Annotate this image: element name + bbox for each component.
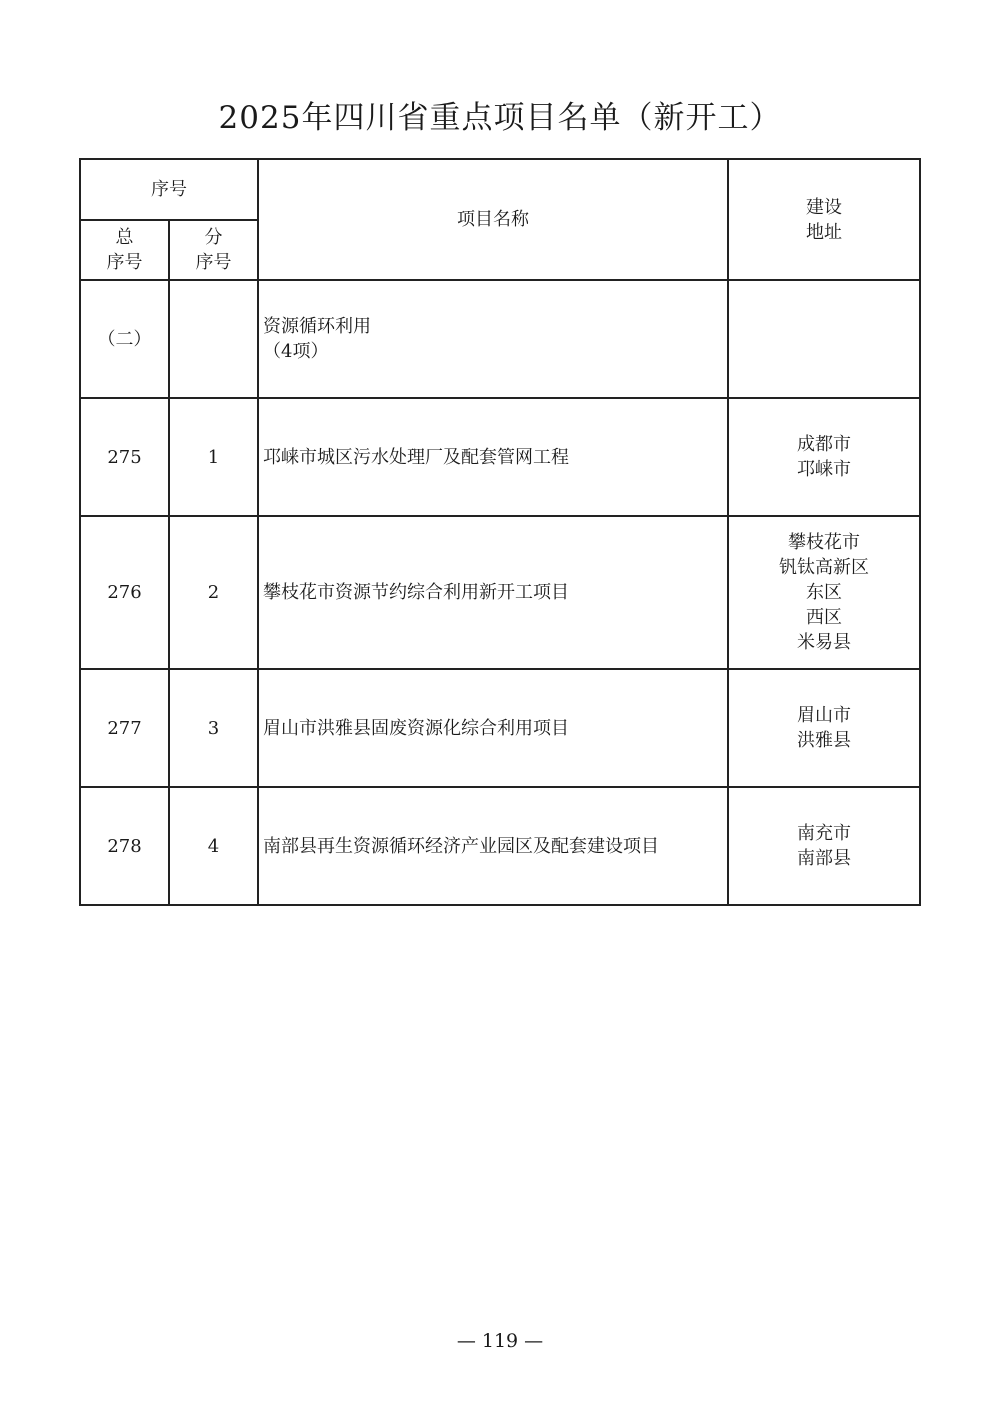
header-total-seq-line: 总 bbox=[115, 227, 134, 248]
category-location bbox=[728, 280, 920, 398]
location-line: 邛崃市 bbox=[797, 459, 851, 480]
location-line: 西区 bbox=[806, 607, 842, 628]
location-line: 成都市 bbox=[797, 434, 851, 455]
total-seq-cell: 277 bbox=[80, 669, 169, 787]
location-line: 南部县 bbox=[797, 848, 851, 869]
total-seq-cell: 276 bbox=[80, 516, 169, 669]
category-name-line: （4项） bbox=[263, 341, 329, 362]
sub-seq-cell: 1 bbox=[169, 398, 258, 516]
location-cell bbox=[728, 787, 920, 905]
project-name-cell: 邛崃市城区污水处理厂及配套管网工程 bbox=[258, 398, 728, 516]
page-number: — 119 — bbox=[456, 1330, 544, 1352]
table-row bbox=[80, 516, 920, 669]
header-location bbox=[728, 159, 920, 280]
location-line: 南充市 bbox=[797, 823, 851, 844]
location-line: 东区 bbox=[806, 582, 842, 603]
category-sub bbox=[169, 280, 258, 398]
location-line: 攀枝花市 bbox=[788, 532, 860, 553]
header-location-line: 地址 bbox=[806, 221, 842, 243]
category-name-line: 资源循环利用 bbox=[263, 316, 371, 337]
project-table bbox=[79, 158, 921, 906]
table-row bbox=[80, 787, 920, 905]
sub-seq-cell: 4 bbox=[169, 787, 258, 905]
header-sub-seq bbox=[169, 220, 258, 280]
table-row bbox=[80, 669, 920, 787]
project-name-cell: 攀枝花市资源节约综合利用新开工项目 bbox=[258, 516, 728, 669]
project-name-cell: 眉山市洪雅县固废资源化综合利用项目 bbox=[258, 669, 728, 787]
header-location-line: 建设 bbox=[806, 196, 842, 218]
header-seq: 序号 bbox=[80, 159, 258, 220]
page-title: 2025年四川省重点项目名单（新开工） bbox=[218, 100, 782, 136]
category-row bbox=[80, 280, 920, 398]
location-line: 钒钛高新区 bbox=[779, 557, 869, 578]
location-line: 米易县 bbox=[797, 632, 851, 653]
location-cell bbox=[728, 398, 920, 516]
header-row-1 bbox=[80, 159, 920, 220]
sub-seq-cell: 2 bbox=[169, 516, 258, 669]
location-cell bbox=[728, 516, 920, 669]
location-line: 眉山市 bbox=[797, 705, 851, 726]
total-seq-cell: 275 bbox=[80, 398, 169, 516]
project-name-cell: 南部县再生资源循环经济产业园区及配套建设项目 bbox=[258, 787, 728, 905]
header-project-name: 项目名称 bbox=[258, 159, 728, 280]
location-line: 洪雅县 bbox=[797, 730, 851, 751]
header-sub-seq-line: 分 bbox=[204, 227, 223, 248]
header-total-seq-line: 序号 bbox=[106, 252, 143, 273]
header-sub-seq-line: 序号 bbox=[195, 252, 232, 273]
header-total-seq bbox=[80, 220, 169, 280]
table-row bbox=[80, 398, 920, 516]
sub-seq-cell: 3 bbox=[169, 669, 258, 787]
total-seq-cell: 278 bbox=[80, 787, 169, 905]
category-code: （二） bbox=[80, 280, 169, 398]
location-cell bbox=[728, 669, 920, 787]
category-name bbox=[258, 280, 728, 398]
